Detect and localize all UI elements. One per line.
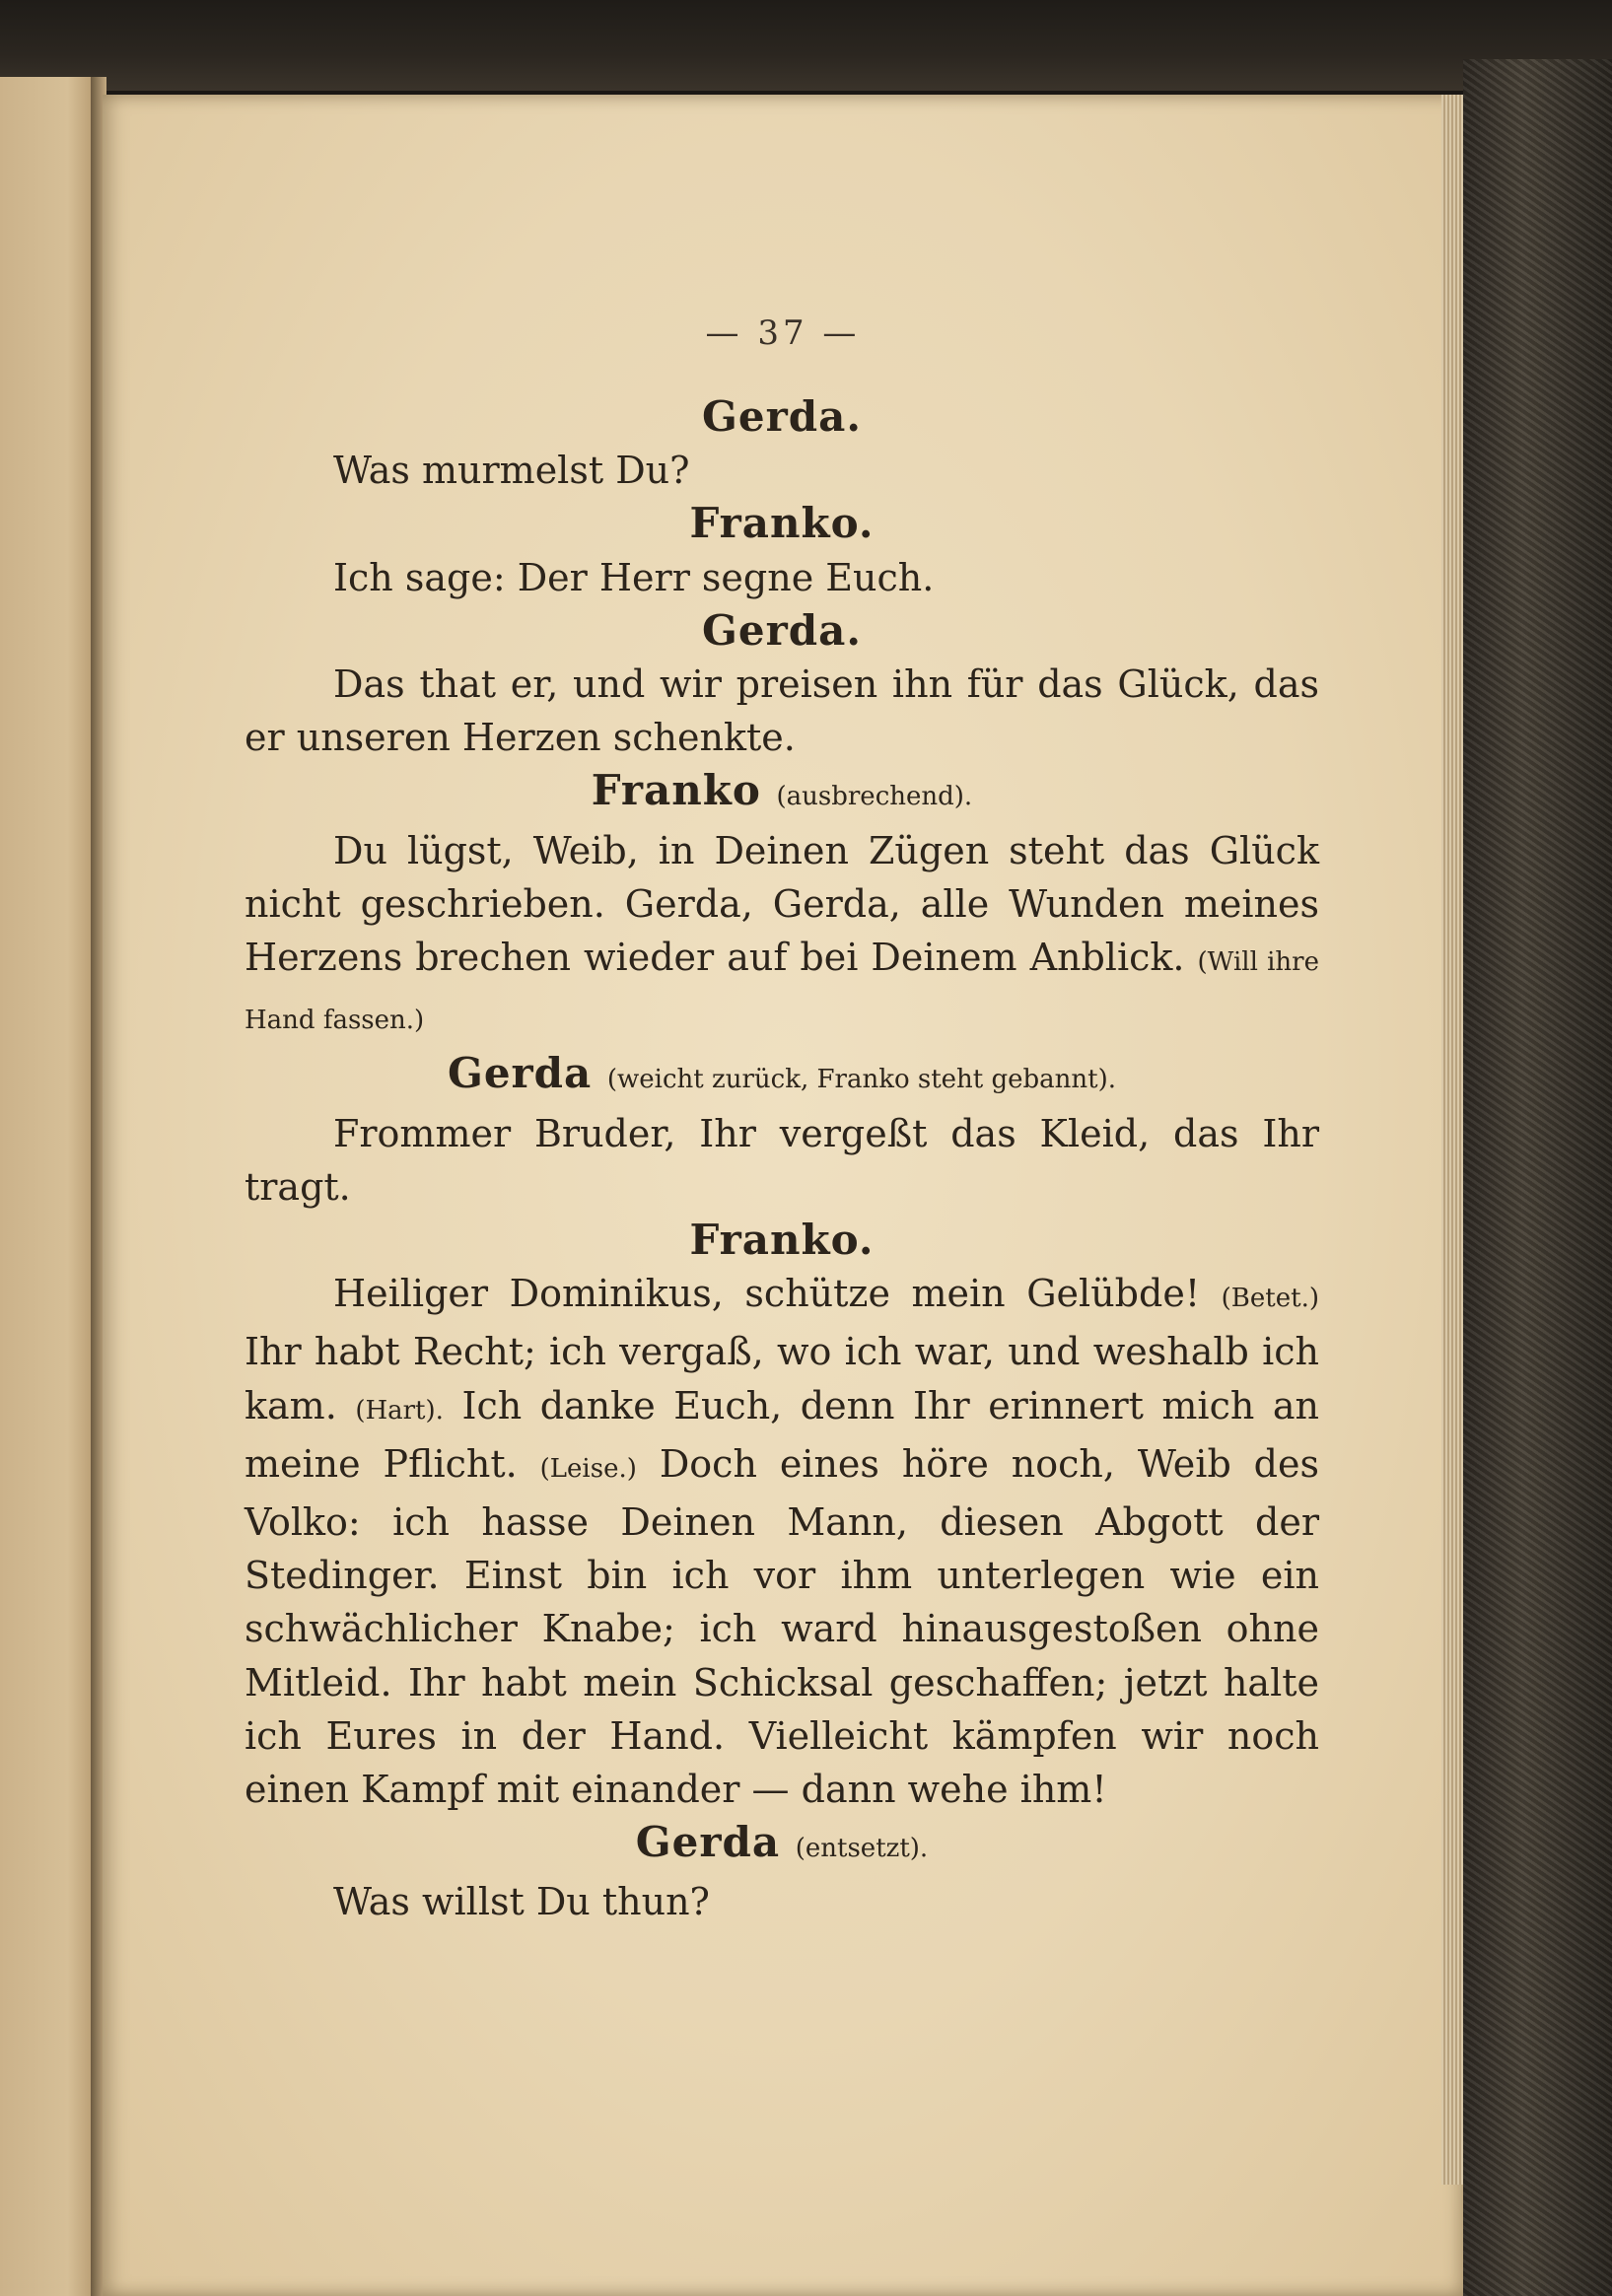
- dialogue-line: Das that er, und wir preisen ihn für das Glück, das er unseren Herzen schenkte.: [245, 662, 1319, 760]
- stage-direction: (Hart).: [355, 1395, 444, 1426]
- dialogue-line: Ich sage: Der Herr segne Euch.: [333, 555, 935, 599]
- page-edges: [1441, 95, 1463, 2185]
- stage-direction: (Leise.): [539, 1453, 637, 1484]
- dialogue-line: Was willst Du thun?: [333, 1880, 710, 1924]
- speaker-heading: Franko (ausbrechend).: [591, 766, 973, 815]
- stage-direction: (weicht zurück, Franko steht gebannt).: [606, 1065, 1117, 1095]
- speaker-heading: Franko.: [689, 1216, 875, 1265]
- stage-direction: (entsetzt).: [795, 1834, 929, 1864]
- dialogue-line: Heiliger Dominikus, schütze mein Gelübde! (Betet.) Ihr habt Recht; ich vergaß, wo ich war, und weshalb ich kam. (Hart). Ich danke Euch, denn Ihr erinnert mich an meine Pflicht. (Leise.) Doch eines höre noch, Weib des Volko: ich hasse Deinen Mann, diesen Abgott der Stedinger. Einst bin ich vor ihm unterlegen wie ein schwächlicher Knabe; ich ward hinausgestoßen ohne Mitleid. Ihr habt mein Schicksal geschaffen; jetzt halte ich Eures in der Hand. Vielleicht kämpfen wir noch einen Kampf mit einander — dann wehe ihm!: [245, 1272, 1319, 1812]
- speaker-heading: Gerda (weicht zurück, Franko steht gebannt).: [447, 1049, 1117, 1098]
- stage-direction: (Will ihre Hand fassen.): [245, 947, 1319, 1036]
- page-text: [245, 390, 1319, 1929]
- speaker-heading: Gerda (entsetzt).: [635, 1818, 929, 1867]
- book-binding-edge: [0, 0, 1612, 91]
- left-page-margin: [0, 77, 97, 2296]
- dialogue-line: Du lügst, Weib, in Deinen Zügen steht das Glück nicht geschrieben. Gerda, Gerda, alle Wunden meines Herzens brechen wieder auf bei Deinem Anblick. (Will ihre Hand fassen.): [245, 828, 1319, 1036]
- book-cover-edge: [1463, 59, 1612, 2296]
- speaker-heading: Gerda.: [702, 392, 862, 441]
- book-page: [103, 95, 1463, 2296]
- dialogue-line: Was murmelst Du?: [333, 449, 690, 493]
- stage-direction: (Betet.): [1221, 1284, 1319, 1314]
- stage-direction: (ausbrechend).: [776, 782, 973, 812]
- speaker-heading: Franko.: [689, 499, 875, 548]
- dialogue-line: Frommer Bruder, Ihr vergeßt das Kleid, das Ihr tragt.: [245, 1111, 1319, 1209]
- speaker-heading: Gerda.: [702, 605, 862, 655]
- page-number: — 37 —: [705, 313, 861, 353]
